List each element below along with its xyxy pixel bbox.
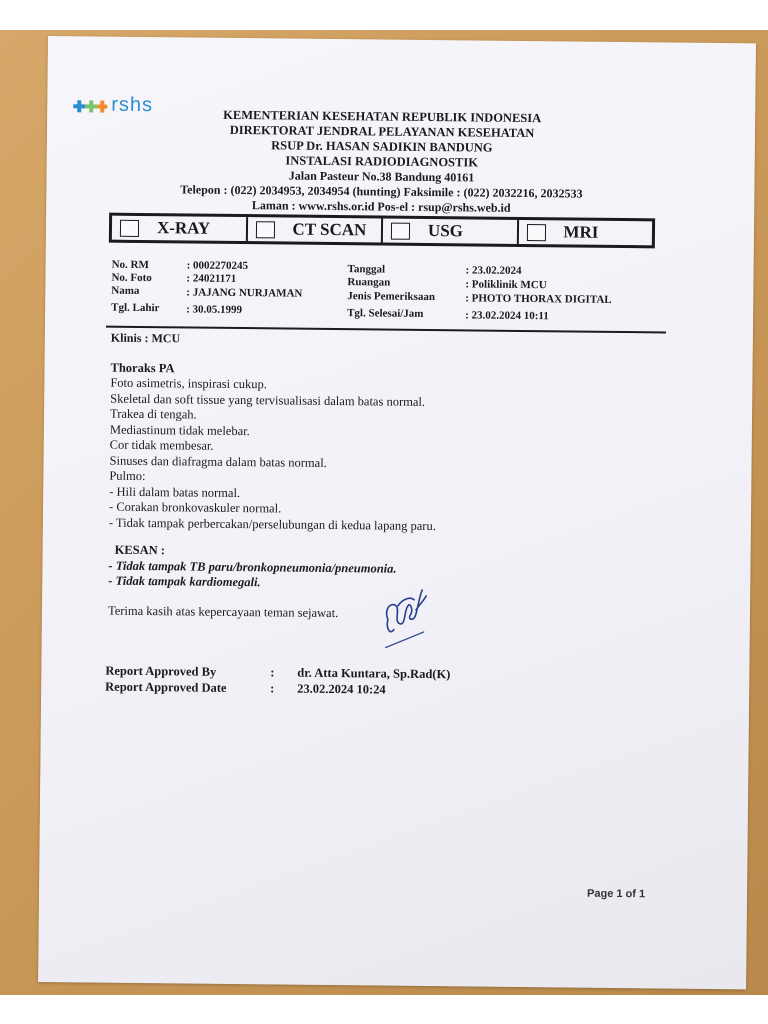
tanggal-label: Tanggal bbox=[347, 263, 386, 276]
logo-text: rshs bbox=[111, 93, 154, 117]
selesai-value: : 23.02.2024 10:11 bbox=[465, 309, 549, 323]
lahir-label: Tgl. Lahir bbox=[111, 301, 160, 315]
foto-value: : 24021171 bbox=[186, 272, 237, 285]
finding-line: Trakea di tengah. bbox=[109, 406, 197, 422]
modality-label: X-RAY bbox=[156, 218, 211, 238]
page-current: 1 bbox=[616, 887, 623, 901]
finding-line: - Corakan bronkovaskuler normal. bbox=[109, 499, 282, 516]
finding-line: Pulmo: bbox=[109, 468, 146, 484]
page-total: 1 bbox=[638, 888, 646, 901]
approval-block bbox=[105, 663, 605, 708]
rm-value: : 0002270245 bbox=[186, 259, 249, 273]
signature-icon bbox=[380, 580, 431, 651]
approved-date-sep: : bbox=[270, 681, 275, 696]
ruangan-label: Ruangan bbox=[347, 276, 391, 289]
approved-by-value: dr. Atta Kuntara, Sp.Rad(K) bbox=[297, 665, 451, 682]
nama-value: : JAJANG NURJAMAN bbox=[186, 286, 303, 300]
nama-label: Nama bbox=[111, 284, 140, 297]
patient-info bbox=[45, 36, 756, 343]
kesan-line: - Tidak tampak TB paru/bronkopneumonia/pneumonia. bbox=[108, 558, 397, 576]
finding-line: - Tidak tampak perbercakan/perselubungan di kedua lapang paru. bbox=[108, 515, 436, 533]
letterhead-directorate: DIREKTORAT JENDRAL PELAYANAN KESEHATAN bbox=[229, 122, 535, 141]
approved-by-sep: : bbox=[270, 665, 275, 680]
foto-label: No. Foto bbox=[111, 271, 152, 285]
page-number bbox=[587, 888, 645, 901]
approved-date-value: 23.02.2024 10:24 bbox=[297, 681, 386, 697]
letterhead-address: Jalan Pasteur No.38 Bandung 40161 bbox=[288, 168, 475, 185]
approved-by-label: Report Approved By bbox=[105, 663, 217, 679]
finding-line: Cor tidak membesar. bbox=[109, 437, 214, 453]
modality-label: USG bbox=[427, 220, 464, 241]
letterhead-ministry: KEMENTERIAN KESEHATAN REPUBLIK INDONESIA bbox=[223, 107, 542, 126]
letterhead-web: Laman : www.rshs.or.id Pos-el : rsup@rshs.web.id bbox=[251, 198, 511, 215]
klinis-line: Klinis : MCU bbox=[110, 330, 181, 346]
closing-line: Terima kasih atas kepercayaan teman sejawat. bbox=[107, 603, 339, 620]
finding-line: Mediastinum tidak melebar. bbox=[109, 422, 250, 438]
jenis-label: Jenis Pemeriksaan bbox=[347, 290, 436, 304]
selesai-label: Tgl. Selesai/Jam bbox=[347, 307, 424, 320]
approved-date-label: Report Approved Date bbox=[105, 679, 227, 695]
finding-line: - Hili dalam batas normal. bbox=[109, 484, 241, 500]
page-label: Page bbox=[586, 887, 614, 900]
modality-label: MRI bbox=[563, 222, 599, 242]
page-of: of bbox=[625, 888, 637, 901]
report-paper bbox=[38, 36, 756, 989]
exam-title: Thoraks PA bbox=[110, 360, 175, 375]
rm-label: No. RM bbox=[111, 258, 149, 272]
kesan-label: KESAN : bbox=[114, 542, 166, 558]
letterhead-hospital: RSUP Dr. HASAN SADIKIN BANDUNG bbox=[271, 138, 493, 155]
finding-line: Foto asimetris, inspirasi cukup. bbox=[110, 375, 268, 392]
ruangan-value: : Poliklinik MCU bbox=[465, 278, 547, 292]
modality-label: CT SCAN bbox=[292, 219, 367, 240]
jenis-value: : PHOTO THORAX DIGITAL bbox=[465, 292, 612, 306]
kesan-line: - Tidak tampak kardiomegali. bbox=[108, 573, 261, 590]
finding-line: Skeletal dan soft tissue yang tervisualisasi dalam batas normal. bbox=[110, 391, 426, 409]
finding-line: Sinuses dan diafragma dalam batas normal. bbox=[109, 453, 327, 470]
letterhead-department: INSTALASI RADIODIAGNOSTIK bbox=[285, 153, 479, 170]
letterhead-phone: Telepon : (022) 2034953, 2034954 (hunting) Faksimile : (022) 2032216, 2032533 bbox=[180, 182, 583, 201]
tanggal-value: : 23.02.2024 bbox=[465, 264, 522, 277]
lahir-value: : 30.05.1999 bbox=[186, 303, 243, 317]
